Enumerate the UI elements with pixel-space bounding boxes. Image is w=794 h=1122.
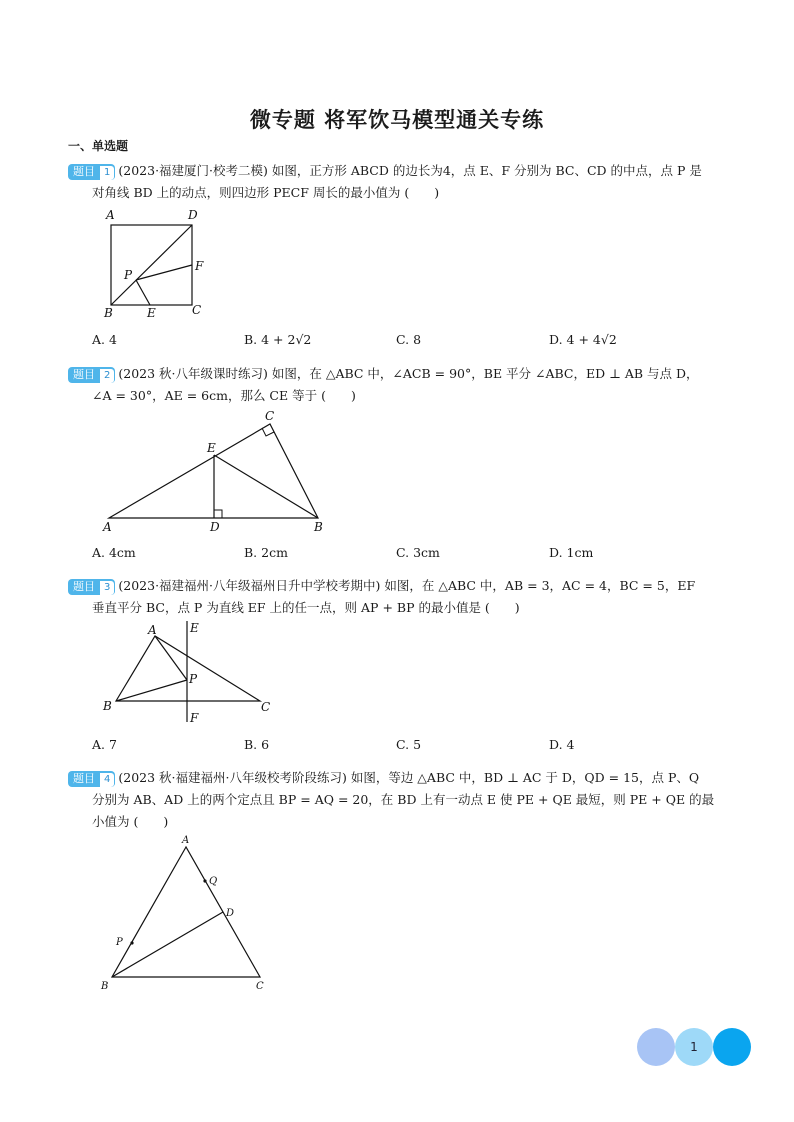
figure-4 — [98, 833, 278, 993]
page-indicator — [637, 1028, 752, 1066]
question-text: 小值为 ( ) — [92, 814, 169, 829]
label-b: B — [101, 981, 109, 992]
option-c: C. 5 — [396, 737, 422, 752]
question-2 — [68, 363, 728, 407]
page-number: 1 — [675, 1028, 713, 1066]
label-p: P — [116, 937, 123, 948]
question-text: (2023·福建福州·八年级福州日升中学校考期中) 如图，在 △ABC 中，AB = 3，AC = 4，BC = 5，EF — [118, 578, 696, 593]
diagonal-bd — [111, 225, 192, 305]
option-d: D. 1cm — [549, 545, 594, 560]
label-d: D — [226, 908, 235, 919]
label-c: C — [256, 981, 264, 992]
question-text: 垂直平分 BC，点 P 为直线 EF 上的任一点，则 AP + BP 的最小值是 ( ) — [92, 600, 520, 615]
figure-2 — [100, 408, 330, 538]
label-a: A — [103, 520, 112, 534]
triangle-abc — [112, 847, 260, 977]
segment-bd — [112, 912, 223, 977]
segment-pe — [136, 280, 150, 305]
section-heading: 一、单选题 — [68, 139, 129, 153]
question-text: (2023 秋·福建福州·八年级校考阶段练习) 如图，等边 △ABC 中，BD ⊥ AC 于 D，QD = 15，点 P、Q — [118, 770, 700, 785]
point-p — [130, 941, 133, 944]
figure-1 — [100, 205, 220, 320]
question-badge: 题目 3 — [68, 579, 115, 595]
page-title: 微专题 将军饮马模型通关专练 — [249, 108, 545, 132]
question-4 — [68, 767, 728, 833]
option-b: B. 2cm — [244, 545, 288, 560]
label-e: E — [147, 306, 156, 320]
option-a: A. 7 — [92, 737, 117, 752]
question-text: ∠A = 30°，AE = 6cm，那么 CE 等于 ( ) — [92, 388, 356, 403]
option-a: A. 4cm — [92, 545, 136, 560]
question-3 — [68, 575, 728, 619]
label-d: D — [188, 208, 198, 222]
segment-ap — [155, 636, 187, 680]
option-b: B. 6 — [244, 737, 270, 752]
figure-3 — [100, 618, 280, 728]
label-a: A — [106, 208, 115, 222]
question-text: (2023·福建厦门·校考二模) 如图，正方形 ABCD 的边长为4，点 E、F 分别为 BC、CD 的中点，点 P 是 — [118, 163, 702, 178]
label-c: C — [192, 303, 202, 317]
option-b: B. 4 + 2√2 — [244, 332, 312, 347]
label-d: D — [210, 520, 220, 534]
label-c: C — [261, 700, 271, 714]
option-c: C. 8 — [396, 332, 422, 347]
label-p: P — [189, 672, 198, 686]
question-text: (2023 秋·八年级课时练习) 如图，在 △ABC 中，∠ACB = 90°，BE 平分 ∠ABC，ED ⊥ AB 与点 D， — [118, 366, 699, 381]
question-text: 分别为 AB、AD 上的两个定点且 BP = AQ = 20，在 BD 上有一动点 E 使 PE + QE 最短，则 PE + QE 的最 — [92, 792, 715, 807]
label-b: B — [314, 520, 323, 534]
label-f: F — [190, 711, 199, 725]
label-e: E — [207, 441, 216, 455]
label-b: B — [104, 306, 113, 320]
option-d: D. 4 — [549, 737, 575, 752]
label-p: P — [124, 268, 133, 282]
option-a: A. 4 — [92, 332, 117, 347]
label-b: B — [103, 699, 112, 713]
label-a: A — [148, 623, 157, 637]
label-q: Q — [209, 876, 218, 887]
point-q — [203, 879, 206, 882]
triangle-abc — [116, 636, 260, 701]
right-angle-d — [214, 510, 222, 518]
pager-dot — [713, 1028, 751, 1066]
option-c: C. 3cm — [396, 545, 440, 560]
question-badge: 题目 2 — [68, 367, 115, 383]
pager-dot — [637, 1028, 675, 1066]
label-e: E — [190, 621, 199, 635]
question-text: 对角线 BD 上的动点，则四边形 PECF 周长的最小值为 ( ) — [92, 185, 440, 200]
label-f: F — [195, 259, 204, 273]
label-a: A — [182, 835, 190, 846]
question-badge: 题目 1 — [68, 164, 115, 180]
label-c: C — [265, 409, 275, 423]
question-badge: 题目 4 — [68, 771, 115, 787]
option-d: D. 4 + 4√2 — [549, 332, 617, 347]
question-1 — [68, 160, 728, 204]
